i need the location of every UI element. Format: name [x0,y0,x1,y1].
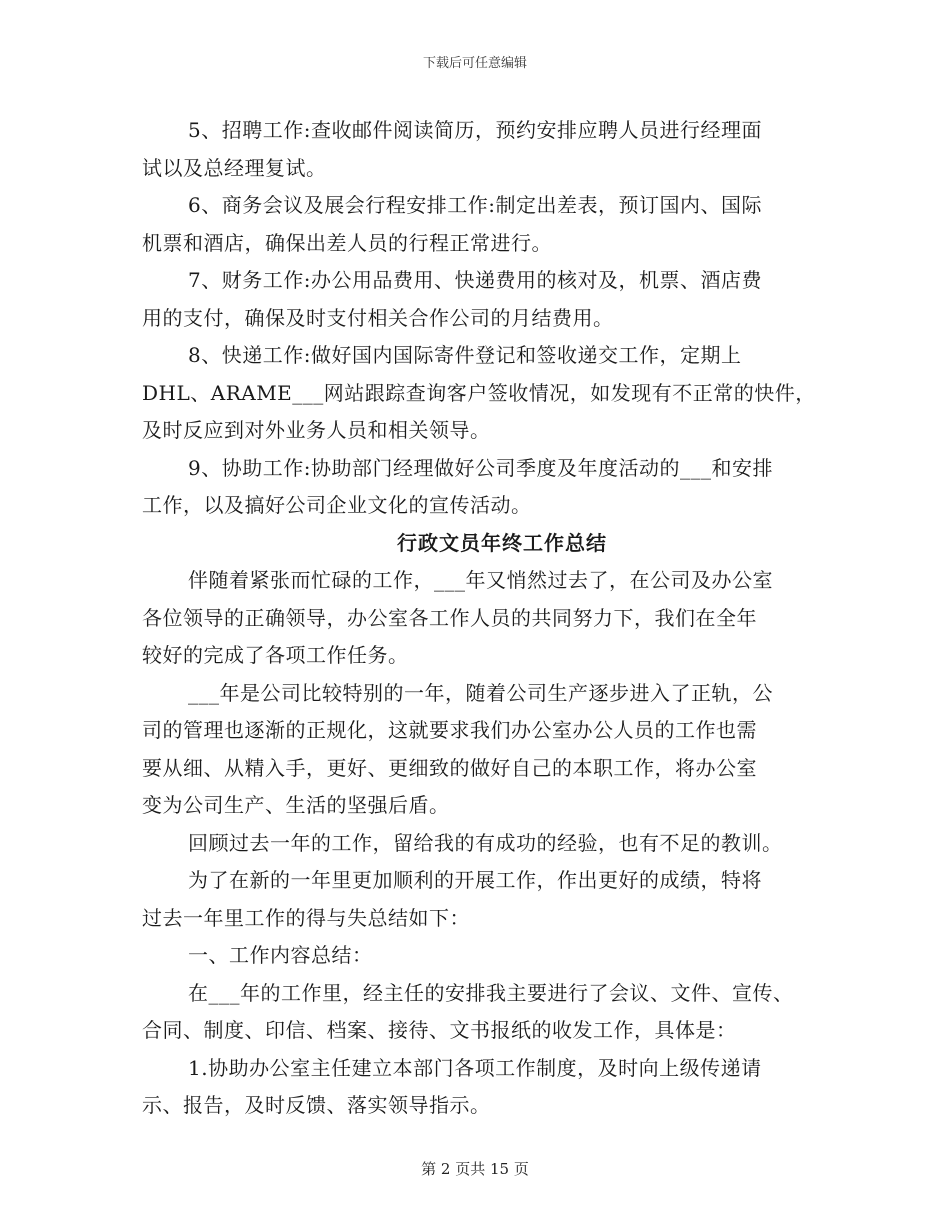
document-body [142,112,822,1125]
paragraph-line: 6、商务会议及展会行程安排工作:制定出差表，预订国内、国际 [188,193,762,217]
paragraph-line: 较好的完成了各项工作任务。 [142,643,409,667]
paragraph-line: ___年是公司比较特别的一年，随着公司生产逐步进入了正轨，公 [188,680,773,705]
paragraph-line: 司的管理也逐渐的正规化，这就要求我们办公室办公人员的工作也需 [142,718,757,742]
section-title: 行政文员年终工作总结 [397,530,607,555]
paragraph-line: 伴随着紧张而忙碌的工作，___年又悄然过去了，在公司及办公室 [188,568,773,592]
paragraph-line: 各位领导的正确领导，办公室各工作人员的共同努力下，我们在全年 [142,605,757,630]
paragraph-line: 9、协助工作:协助部门经理做好公司季度及年度活动的___和安排 [188,455,773,480]
paragraph-line: 试以及总经理复试。 [142,155,327,180]
paragraph-line: 一、工作内容总结： [188,943,373,967]
paragraph-line: 在___年的工作里，经主任的安排我主要进行了会议、文件、宣传、 [188,980,794,1005]
paragraph-line: 1.协助办公室主任建立本部门各项工作制度，及时向上级传递请 [188,1055,762,1080]
paragraph-line: 合同、制度、印信、档案、接待、文书报纸的收发工作，具体是： [142,1018,737,1042]
paragraph-line: 工作，以及搞好公司企业文化的宣传活动。 [142,493,532,517]
paragraph-line: 用的支付，确保及时支付相关合作公司的月结费用。 [142,305,614,330]
paragraph-line: 5、招聘工作:查收邮件阅读简历，预约安排应聘人员进行经理面 [188,118,762,142]
paragraph-line: DHL、ARAME___网站跟踪查询客户签收情况，如发现有不正常的快件， [142,380,816,405]
paragraph-line: 变为公司生产、生活的坚强后盾。 [142,793,450,817]
paragraph-line: 及时反应到对外业务人员和相关领导。 [142,418,491,442]
paragraph-line: 要从细、从精入手，更好、更细致的做好自己的本职工作，将办公室 [142,755,757,780]
paragraph-line: 机票和酒店，确保出差人员的行程正常进行。 [142,230,552,255]
paragraph-line: 8、快递工作:做好国内国际寄件登记和签收递交工作，定期上 [188,343,742,367]
page-header: 下载后可任意编辑 [422,56,527,71]
paragraph-line: 回顾过去一年的工作，留给我的有成功的经验，也有不足的教训。 [188,830,783,855]
paragraph-line: 过去一年里工作的得与失总结如下： [142,905,470,930]
paragraph-line: 为了在新的一年里更加顺利的开展工作，作出更好的成绩，特将 [188,868,762,892]
paragraph-line: 7、财务工作:办公用品费用、快递费用的核对及，机票、酒店费 [188,268,762,292]
page-number: 第 2 页共 15 页 [421,1160,529,1178]
paragraph-line: 示、报告，及时反馈、落实领导指示。 [142,1093,491,1117]
